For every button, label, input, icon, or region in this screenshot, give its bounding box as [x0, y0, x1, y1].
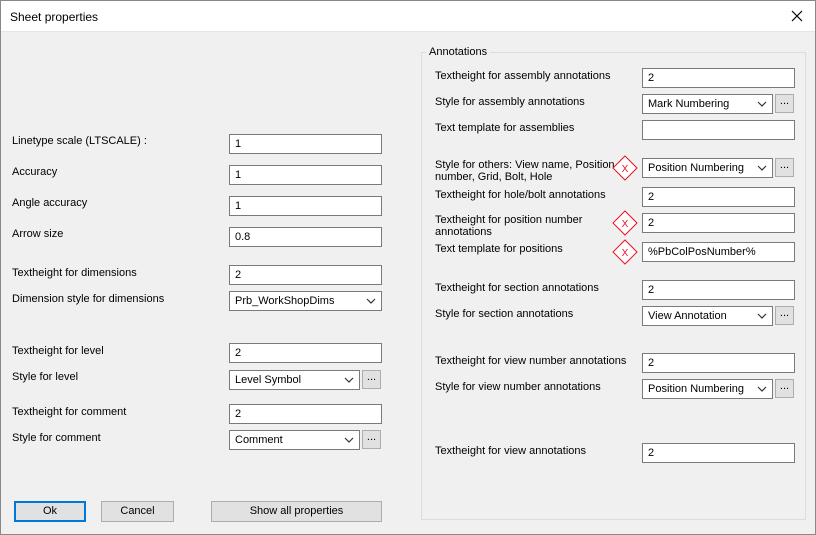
- dialog-title: Sheet properties: [10, 10, 99, 24]
- warning-icon-glyph: X: [621, 219, 629, 230]
- textheight-level-input[interactable]: 2: [229, 343, 382, 363]
- th-holebolt-input[interactable]: 2: [642, 187, 795, 207]
- style-viewnumber-select[interactable]: [642, 379, 773, 399]
- th-position-label: Textheight for position number annotations: [435, 214, 583, 238]
- style-level-select[interactable]: [229, 370, 360, 390]
- ltscale-input[interactable]: 1: [229, 134, 382, 154]
- arrow-size-input[interactable]: 0.8: [229, 227, 382, 247]
- close-button[interactable]: [779, 1, 815, 32]
- textheight-dimensions-label: Textheight for dimensions: [12, 267, 137, 279]
- textheight-comment-label: Textheight for comment: [12, 406, 127, 418]
- style-level-label: Style for level: [12, 371, 79, 383]
- style-level-browse-button[interactable]: ...: [362, 370, 381, 389]
- ok-button[interactable]: Ok: [14, 501, 86, 522]
- dimension-style-label: Dimension style for dimensions: [12, 293, 165, 305]
- warning-icon-glyph: X: [621, 248, 629, 259]
- style-viewnumber-value: Position Numbering: [648, 383, 744, 395]
- style-assembly-value: Mark Numbering: [648, 98, 730, 110]
- style-section-value: View Annotation: [648, 310, 727, 322]
- style-viewnumber-browse-button[interactable]: ...: [775, 379, 794, 398]
- chevron-down-icon: [342, 432, 356, 448]
- cancel-button[interactable]: Cancel: [101, 501, 174, 522]
- warning-icon-glyph: X: [621, 164, 629, 175]
- th-view-input[interactable]: 2: [642, 443, 795, 463]
- angle-accuracy-label: Angle accuracy: [12, 197, 88, 209]
- th-section-label: Textheight for section annotations: [435, 282, 599, 294]
- th-holebolt-label: Textheight for hole/bolt annotations: [435, 189, 606, 201]
- template-positions-label: Text template for positions: [435, 243, 563, 255]
- chevron-down-icon: [755, 381, 769, 397]
- accuracy-label: Accuracy: [12, 166, 58, 178]
- warning-icon: [612, 155, 638, 181]
- textheight-level-label: Textheight for level: [12, 345, 104, 357]
- template-assemblies-label: Text template for assemblies: [435, 122, 575, 134]
- chevron-down-icon: [342, 372, 356, 388]
- style-viewnumber-label: Style for view number annotations: [435, 381, 601, 393]
- accuracy-input[interactable]: 1: [229, 165, 382, 185]
- style-others-select[interactable]: [642, 158, 773, 178]
- dimension-style-select[interactable]: [229, 291, 382, 311]
- template-positions-input[interactable]: %PbColPosNumber%: [642, 242, 795, 262]
- th-viewnumber-label: Textheight for view number annotations: [435, 355, 627, 367]
- th-assembly-input[interactable]: 2: [642, 68, 795, 88]
- style-assembly-browse-button[interactable]: ...: [775, 94, 794, 113]
- style-assembly-label: Style for assembly annotations: [435, 96, 585, 108]
- title-bar: [1, 1, 815, 32]
- warning-icon: [612, 239, 638, 265]
- angle-accuracy-input[interactable]: 1: [229, 196, 382, 216]
- style-section-label: Style for section annotations: [435, 308, 574, 320]
- style-comment-value: Comment: [235, 434, 283, 446]
- dimension-style-value: Prb_WorkShopDims: [235, 295, 335, 307]
- style-comment-browse-button[interactable]: ...: [362, 430, 381, 449]
- style-comment-select[interactable]: [229, 430, 360, 450]
- style-section-select[interactable]: [642, 306, 773, 326]
- textheight-comment-input[interactable]: 2: [229, 404, 382, 424]
- style-others-label: Style for others: View name, Position number, Grid, Bolt, Hole: [435, 159, 615, 183]
- th-view-label: Textheight for view annotations: [435, 445, 587, 457]
- arrow-size-label: Arrow size: [12, 228, 64, 240]
- ltscale-label: Linetype scale (LTSCALE) :: [12, 135, 147, 147]
- chevron-down-icon: [364, 293, 378, 309]
- th-assembly-label: Textheight for assembly annotations: [435, 70, 611, 82]
- annotations-group-title: Annotations: [426, 46, 490, 58]
- warning-icon: [612, 210, 638, 236]
- chevron-down-icon: [755, 160, 769, 176]
- textheight-dimensions-input[interactable]: 2: [229, 265, 382, 285]
- style-assembly-select[interactable]: [642, 94, 773, 114]
- th-position-input[interactable]: 2: [642, 213, 795, 233]
- style-comment-label: Style for comment: [12, 432, 101, 444]
- th-viewnumber-input[interactable]: 2: [642, 353, 795, 373]
- style-level-value: Level Symbol: [235, 374, 302, 386]
- style-others-value: Position Numbering: [648, 162, 744, 174]
- chevron-down-icon: [755, 308, 769, 324]
- show-all-properties-button[interactable]: Show all properties: [211, 501, 382, 522]
- template-assemblies-input[interactable]: [642, 120, 795, 140]
- style-others-browse-button[interactable]: ...: [775, 158, 794, 177]
- chevron-down-icon: [755, 96, 769, 112]
- th-section-input[interactable]: 2: [642, 280, 795, 300]
- close-icon: [791, 10, 803, 22]
- style-section-browse-button[interactable]: ...: [775, 306, 794, 325]
